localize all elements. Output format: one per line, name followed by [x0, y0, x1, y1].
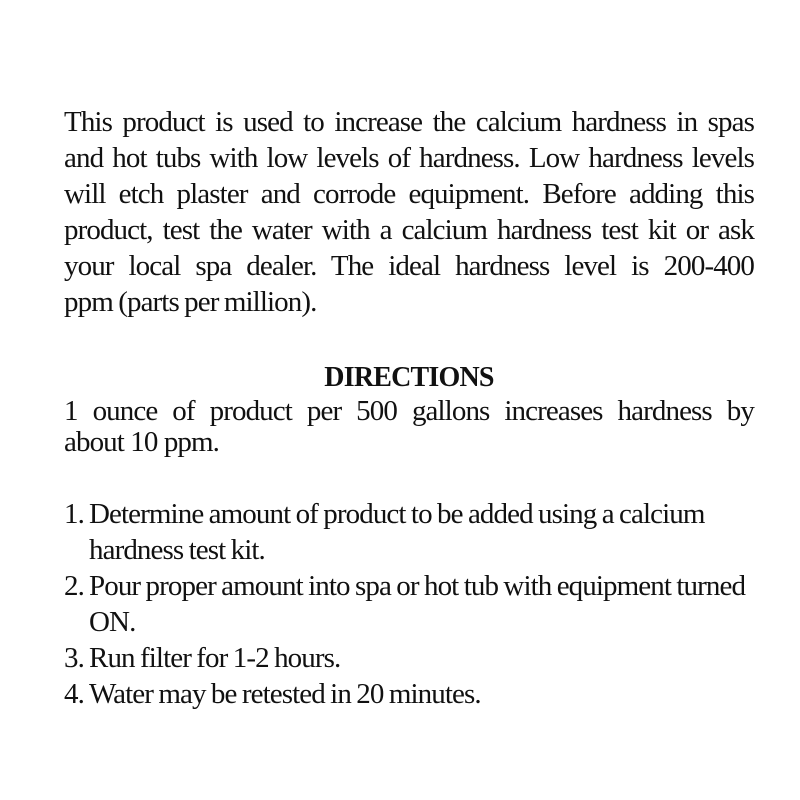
step-number: 1. [64, 498, 84, 530]
intro-line: This product is used to increase the calcium hardness in spas [64, 106, 754, 138]
intro-line: and hot tubs with low levels of hardness. Low hardness levels [64, 142, 754, 174]
directions-steps-list [64, 496, 754, 712]
step-item [64, 676, 754, 712]
step-text: Determine amount of product to be added using a calcium hardness test kit. [89, 498, 705, 566]
step-item [64, 496, 754, 568]
step-text: Pour proper amount into spa or hot tub with equipment turned ON. [89, 570, 746, 638]
step-number: 4. [64, 678, 84, 710]
product-label-document [64, 104, 754, 710]
step-item [64, 568, 754, 640]
step-text: Water may be retested in 20 minutes. [89, 678, 481, 710]
intro-line: your local spa dealer. The ideal hardness level is 200-400 [64, 250, 754, 282]
intro-line: product, test the water with a calcium hardness test kit or ask [64, 214, 754, 246]
intro-line: ppm (parts per million). [64, 286, 317, 318]
dosage-text [64, 396, 754, 458]
directions-heading: DIRECTIONS [324, 362, 494, 393]
step-number: 3. [64, 642, 84, 674]
dosage-line: 1 ounce of product per 500 gallons increases hardness by [64, 395, 754, 427]
intro-paragraph [64, 104, 754, 320]
step-text: Run filter for 1-2 hours. [89, 642, 341, 674]
step-number: 2. [64, 570, 84, 602]
intro-line: will etch plaster and corrode equipment. Before adding this [64, 178, 754, 210]
step-item [64, 640, 754, 676]
dosage-line: about 10 ppm. [64, 426, 220, 458]
